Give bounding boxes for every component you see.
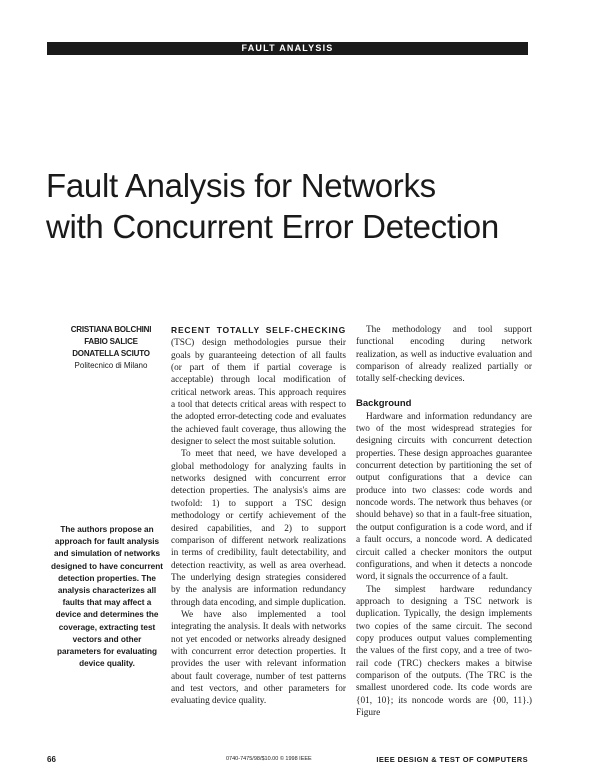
- author-block: [56, 324, 166, 372]
- body-column-1: [171, 324, 346, 708]
- section-label: FAULT ANALYSIS: [241, 43, 334, 53]
- author-name: CRISTIANA BOLCHINI: [70, 325, 152, 334]
- body-paragraph: We have also implemented a tool integrating the analysis. It deals with networks not yet encoded or networks already designed with concurrent error detection properties. It provides the user with relevant information about fault coverage, number of test patterns and test vectors, and other parameters for evaluating device quality.: [171, 609, 346, 707]
- intro-paragraph-text: (TSC) design methodologies pursue their goals by guaranteeing detection of all faults (or part of them if partial coverage is acceptable) through local modification of critical network areas. This approach requires a tool that detects critical areas with respect to the adopted error-detecting code and evaluates the achieved fault coverage, thus allowing the designer to select the most suitable solution.: [171, 338, 346, 448]
- section-header-bar: [47, 42, 528, 55]
- issn-line: 0740-7475/98/$10.00 © 1998 IEEE: [226, 756, 312, 762]
- section-heading: Background: [356, 397, 412, 409]
- body-paragraph: The simplest hardware redundancy approach to designing a TSC network is duplication. Typically, the design implements two copies of the same circuit. The second copy produces output values complementing the values of the first copy, and a tree of two-rail code (TRC) checkers makes a bitwise comparison of the outputs. (The TRC is the smallest unordered code. Its code words are {01, 10}; its noncode words are {00, 11}.) Figure: [356, 584, 532, 718]
- page-number: 66: [47, 755, 56, 764]
- journal-name: IEEE DESIGN & TEST OF COMPUTERS: [376, 755, 528, 764]
- author-name: FABIO SALICE: [84, 337, 138, 346]
- body-paragraph: The methodology and tool support functional encoding during network realization, as well as inductive evaluation and comparison of already realized partially or totally self-checking devices.: [356, 325, 532, 385]
- body-paragraph: Hardware and information redundancy are two of the most widespread strategies for designing circuits with concurrent detection properties. These design approaches guarantee concurrent detection by partitioning the set of output configurations that a device can produce into two classes: code words and noncode words. The network thus behaves (or should behave) so that in a fault-free situation, the output configuration is a code word, and if a fault occurs, a noncode word. A dedicated circuit called a checker monitors the output configurations, and when it detects a noncode word, it signals the occurrence of a fault.: [356, 411, 532, 583]
- article-title: [46, 165, 566, 247]
- intro-paragraph: [171, 324, 346, 448]
- body-column-2: [356, 324, 532, 719]
- author-name: DONATELLA SCIUTO: [72, 349, 150, 358]
- title-line-1: Fault Analysis for Networks: [46, 167, 436, 204]
- title-line-2: with Concurrent Error Detection: [46, 208, 499, 245]
- abstract-callout: The authors propose an approach for fault analysis and simulation of networks designed to have concurrent detection properties. The analysis characterizes all faults that may affect a device and determines the coverage, extracting test vectors and other parameters for evaluating device quality.: [51, 525, 163, 669]
- author-affiliation: Politecnico di Milano: [74, 361, 148, 370]
- lead-in-caps: RECENT TOTALLY SELF-CHECKING: [171, 325, 346, 335]
- body-paragraph: To meet that need, we have developed a global methodology for analyzing faults in networks designed with concurrent error detection properties. The analysis's aims are twofold: 1) to support a TSC design methodology or certify achievement of the desired capabilities, and 2) to support comparison of different network realizations in terms of credibility, fault detectability, and detection reactivity, as well as area overhead. The underlying design strategies considered by the analysis are information redundancy through data encoding, and simple duplication.: [171, 449, 346, 608]
